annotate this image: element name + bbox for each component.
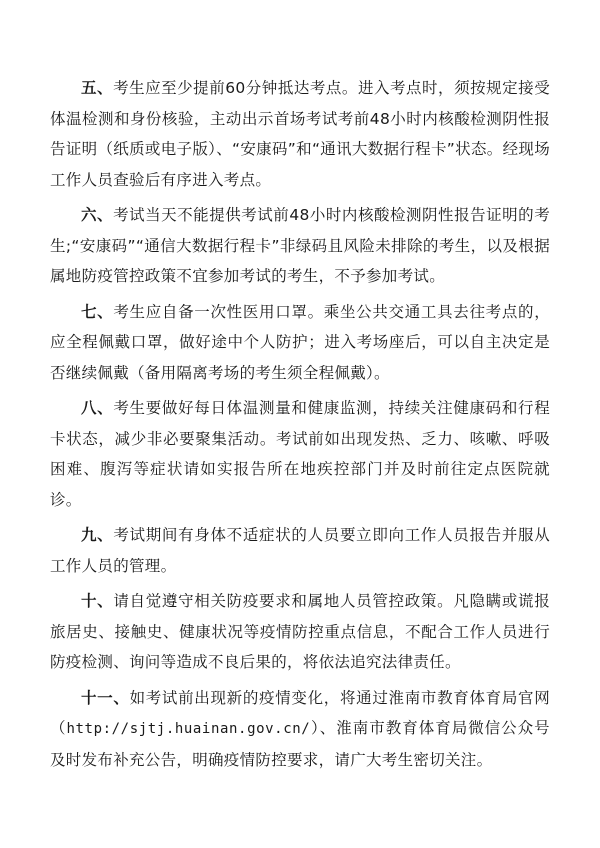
paragraph-8 <box>50 393 550 515</box>
paragraph-5 <box>50 73 550 195</box>
paragraph-11 <box>50 683 550 776</box>
paragraph-text: 考试当天不能提供考试前48小时内核酸检测阴性报告证明的考生;“安康码”“通信大数据行程卡”非绿码且风险未排除的考生，以及根据属地防疫管控政策不宜参加考试的考生，不予参加考试。 <box>50 206 551 285</box>
paragraph-number: 五、 <box>81 79 114 97</box>
paragraph-7 <box>50 297 550 389</box>
paragraph-number: 六、 <box>81 206 114 224</box>
paragraph-text: 考生应自备一次性医用口罩。乘坐公共交通工具去往考点的，应全程佩戴口罩，做好途中个人防护；进入考场座后，可以自主决定是否继续佩戴（备用隔离考场的考生须全程佩戴）。 <box>50 302 550 382</box>
paragraph-9 <box>50 520 550 581</box>
paragraph-text: 考生要做好每日体温测量和健康监测，持续关注健康码和行程卡状态，减少非必要聚集活动。考试前如出现发热、乏力、咳嗽、呼吸困难、腹泻等症状请如实报告所在地疾控部门并及时前往定点医院就诊。 <box>50 399 550 509</box>
paragraph-10 <box>50 586 550 678</box>
paragraph-6 <box>50 200 550 292</box>
paragraph-text: 考试期间有身体不适症状的人员要立即向工作人员报告并服从工作人员的管理。 <box>50 526 550 575</box>
website-url-link[interactable]: http://sjtj.huainan.gov.cn/ <box>66 721 311 737</box>
paragraph-number: 十一、 <box>81 688 130 707</box>
paragraph-text: 请自觉遵守相关防疫要求和属地人员管控政策。凡隐瞒或谎报旅居史、接触史、健康状况等疫情防控重点信息，不配合工作人员进行防疫检测、询问等造成不良后果的，将依法追究法律责任。 <box>50 592 550 671</box>
paragraph-number: 十、 <box>81 592 114 610</box>
paragraph-number: 九、 <box>81 526 114 544</box>
paragraph-text: 如考试前出现新的疫情变化，将通过淮南市教育体育局官网（ <box>50 688 550 737</box>
paragraph-number: 七、 <box>81 302 114 321</box>
paragraph-text: ）、淮南市教育体育局微信公众号及时发布补充公告，明确疫情防控要求，请广大考生密切关注。 <box>50 719 550 769</box>
paragraph-text: 考生应至少提前60分钟抵达考点。进入考点时，须按规定接受体温检测和身份核验，主动出示首场考试考前48小时内核酸检测阴性报告证明（纸质或电子版）、“安康码”和“通讯大数据行程卡”状态。经现场工作人员查验后有序进入考点。 <box>50 79 551 189</box>
paragraph-number: 八、 <box>81 399 114 417</box>
